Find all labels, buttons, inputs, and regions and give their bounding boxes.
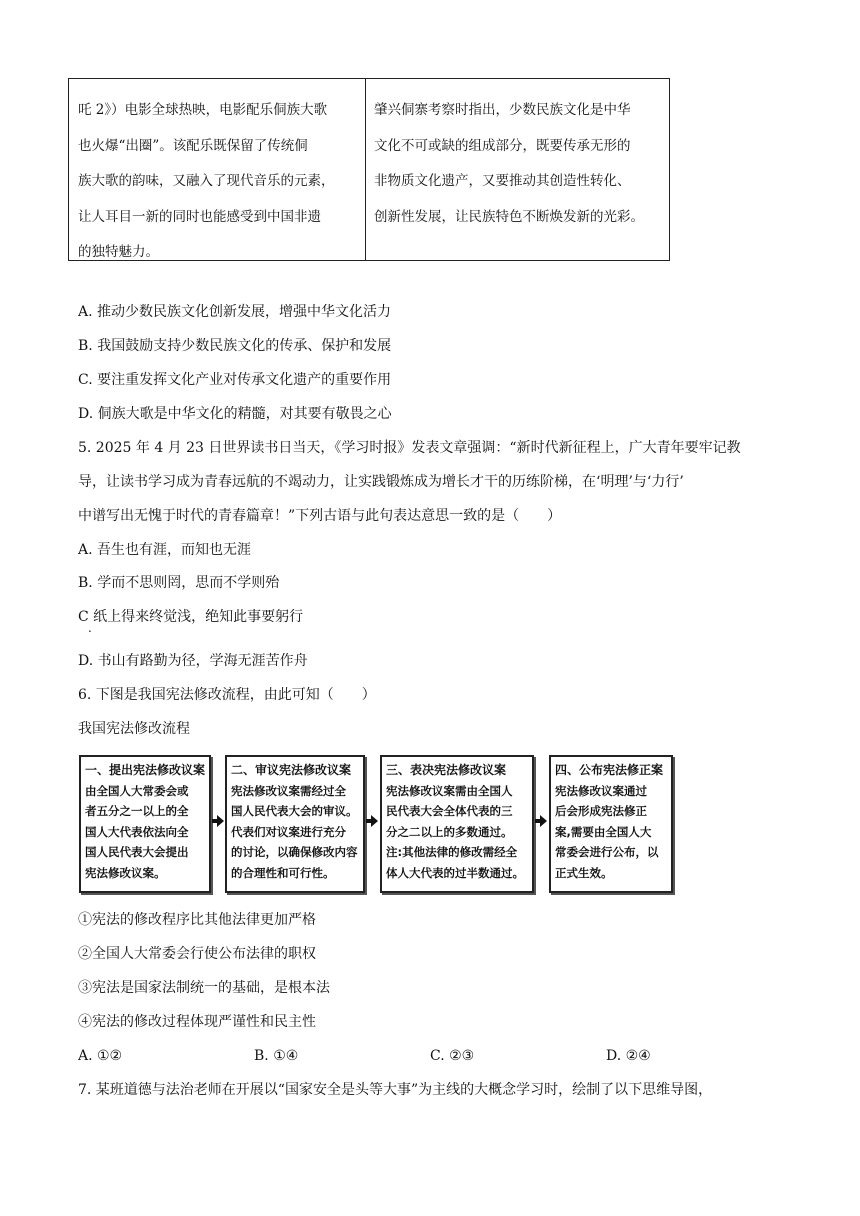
right-arrow-icon	[217, 815, 224, 827]
q5-option-d: D. 书山有路勤为径，学海无涯苦作舟	[78, 653, 308, 669]
flow-step-3	[380, 755, 534, 893]
flow-step-line: 注:其他法律的修改需经全	[386, 845, 518, 859]
stray-dot: .	[88, 621, 92, 635]
flow-step-line: 者五分之一以上的全	[85, 804, 189, 818]
flow-step-1	[79, 755, 211, 893]
flow-step-line: 的讨论，以确保修改内容	[231, 845, 358, 859]
q6-stem: 6. 下图是我国宪法修改流程，由此可知（ ）	[78, 687, 376, 703]
table-right-line: 文化不可或缺的组成部分，既要传承无形的	[374, 137, 631, 154]
table-right-line: 肇兴侗寨考察时指出，少数民族文化是中华	[374, 102, 631, 118]
flow-step-line: 代表们对议案进行充分	[231, 824, 346, 839]
table-right-line: 非物质文化遗产，又要推动其创造性转化、	[374, 173, 631, 189]
flow-step-line: 由全国人大常委会或	[85, 783, 189, 798]
flow-step-line: 民代表大会全体代表的三	[386, 804, 513, 818]
flow-step-4	[549, 755, 673, 893]
q6-option-c: C. ②③	[430, 1048, 475, 1064]
flow-step-title: 二、审议宪法修改议案	[231, 763, 352, 777]
q6-statement-2: ②全国人大常委会行使公布法律的职权	[78, 946, 316, 962]
q5-stem-line: 中谱写出无愧于时代的青春篇章！”下列古语与此句表达意思一致的是（ ）	[78, 508, 562, 524]
flow-step-title: 三、表决宪法修改议案	[386, 763, 507, 777]
table-left-line: 让人耳目一新的同时也能感受到中国非遗	[78, 208, 321, 225]
flow-step-line: 国人大代表依法向全	[85, 824, 189, 839]
table-divider	[365, 79, 366, 260]
figure-title: 我国宪法修改流程	[78, 721, 190, 737]
table-right-line: 创新性发展，让民族特色不断焕发新的光彩。	[374, 208, 644, 225]
q4-option-d: D. 侗族大歌是中华文化的精髓，对其要有敬畏之心	[78, 406, 392, 422]
table-left-line: 族大歌的韵味，又融入了现代音乐的元素，	[78, 173, 335, 189]
q5-stem-line: 导，让读书学习成为青春远航的不竭动力，让实践锻炼成为增长才干的历练阶梯，在‘明理’与‘力行’	[78, 474, 684, 490]
q6-option-b: B. ①④	[254, 1048, 299, 1064]
material-table	[68, 78, 670, 261]
table-left-line: 的独特魅力。	[78, 244, 159, 260]
table-right-cell	[374, 93, 644, 235]
table-left-line: 也火爆“出圈”。该配乐既保留了传统侗	[78, 137, 308, 154]
flow-step-line: 宪法修改议案。	[85, 865, 166, 880]
right-arrow-icon	[540, 815, 547, 827]
table-left-line: 吒 2》）电影全球热映，电影配乐侗族大歌	[78, 102, 328, 118]
q4-option-b: B. 我国鼓励支持少数民族文化的传承、保护和发展	[78, 338, 392, 354]
q5-option-b: B. 学而不思则罔，思而不学则殆	[78, 575, 280, 591]
flow-step-line: 宪法修改议案通过	[555, 783, 647, 798]
q7-stem: 7. 某班道德与法治老师在开展以“国家安全是头等大事”为主线的大概念学习时，绘制了以下思维导图，	[78, 1082, 713, 1098]
flow-step-line: 国人民代表大会提出	[85, 845, 189, 859]
table-left-cell	[78, 93, 335, 271]
flow-step-line: 宪法修改议案需由全国人	[386, 783, 513, 798]
flow-step-line: 体人大代表的过半数通过。	[386, 865, 524, 880]
flow-step-title: 四、公布宪法修正案	[555, 763, 664, 777]
q5-option-c: C 纸上得来终觉浅，绝知此事要躬行	[78, 609, 304, 625]
q6-option-d: D. ②④	[606, 1048, 651, 1064]
q6-statement-3: ③宪法是国家法制统一的基础，是根本法	[78, 980, 330, 996]
right-arrow-icon	[371, 815, 378, 827]
flow-step-2	[225, 755, 365, 893]
q4-option-a: A. 推动少数民族文化创新发展，增强中华文化活力	[78, 304, 392, 320]
q4-option-c: C. 要注重发挥文化产业对传承文化遗产的重要作用	[78, 372, 392, 388]
flow-step-line: 正式生效。	[555, 865, 613, 880]
q5-option-a: A. 吾生也有涯，而知也无涯	[78, 542, 252, 558]
flow-step-line: 宪法修改议案需经过全	[231, 783, 346, 798]
flow-step-line: 国人民代表大会的审议。	[231, 804, 358, 818]
q5-stem-line: 5. 2025 年 4 月 23 日世界读书日当天，《学习时报》发表文章强调：“新时代新征程上，广大青年要牢记教	[78, 440, 741, 456]
flow-step-title: 一、提出宪法修改议案	[85, 763, 206, 777]
flow-step-line: 常委会进行公布，以	[555, 845, 659, 859]
q6-option-a: A. ①②	[78, 1048, 123, 1064]
flow-step-line: 分之二以上的多数通过。	[386, 824, 513, 839]
q6-statement-4: ④宪法的修改过程体现严谨性和民主性	[78, 1014, 316, 1030]
q6-statement-1: ①宪法的修改程序比其他法律更加严格	[78, 912, 316, 928]
flow-step-line: 后会形成宪法修正	[555, 804, 647, 818]
flow-step-line: 的合理性和可行性。	[231, 865, 335, 880]
flow-step-line: 案,需要由全国人大	[555, 824, 652, 839]
